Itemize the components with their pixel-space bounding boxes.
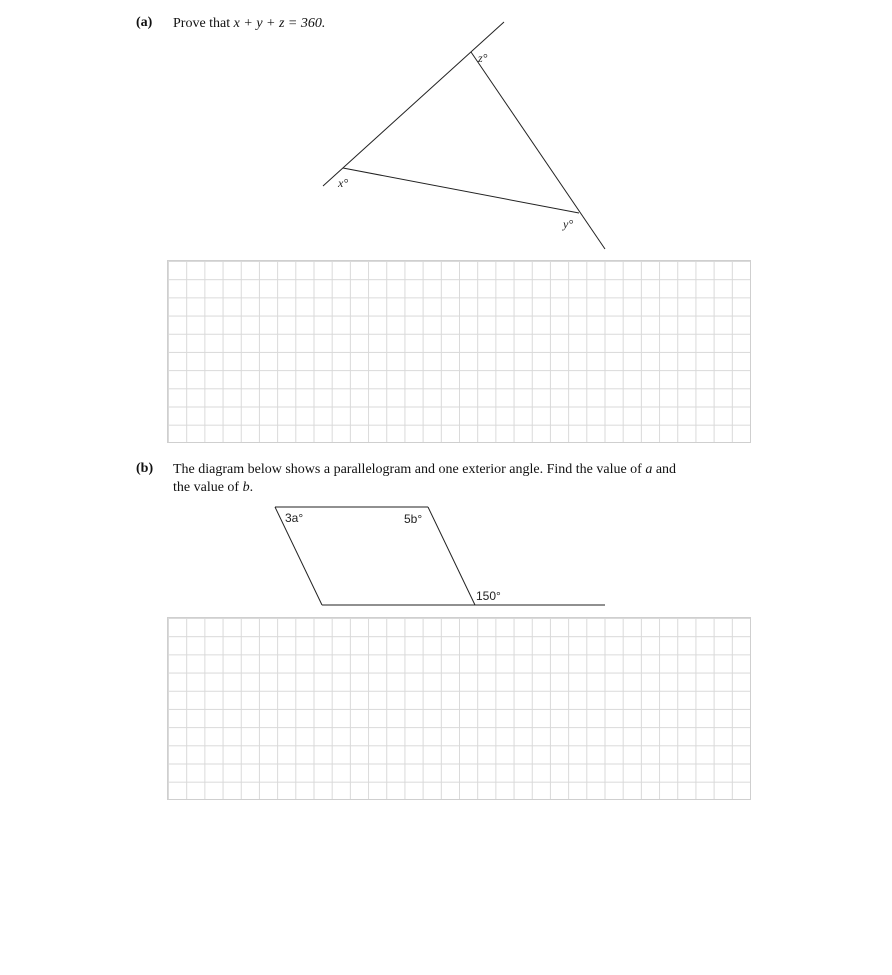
part-b-line2-end: . bbox=[249, 480, 254, 495]
working-grid-b[interactable] bbox=[167, 617, 751, 800]
angle-150-label: 150° bbox=[476, 589, 501, 603]
part-b-label: (b) bbox=[136, 461, 154, 476]
part-b-var-a: a bbox=[645, 462, 653, 477]
parallelogram-right bbox=[428, 507, 475, 605]
angle-z-label: z° bbox=[478, 51, 488, 65]
angle-x-label: x° bbox=[338, 176, 349, 190]
part-a-prompt: Prove that bbox=[173, 16, 234, 31]
angle-y-label: y° bbox=[563, 217, 574, 231]
part-b-line1-end: and bbox=[652, 462, 677, 477]
part-b-var-b: b bbox=[242, 480, 250, 495]
angle-5b-label: 5b° bbox=[404, 512, 423, 526]
angle-3a-label: 3a° bbox=[285, 511, 304, 525]
part-a-label: (a) bbox=[136, 15, 153, 30]
part-a-equation: x + y + z = 360. bbox=[233, 16, 326, 31]
part-b-line1: The diagram below shows a parallelogram and one exterior angle. Find the value of bbox=[173, 462, 646, 477]
part-b-line2: the value of bbox=[173, 480, 243, 495]
